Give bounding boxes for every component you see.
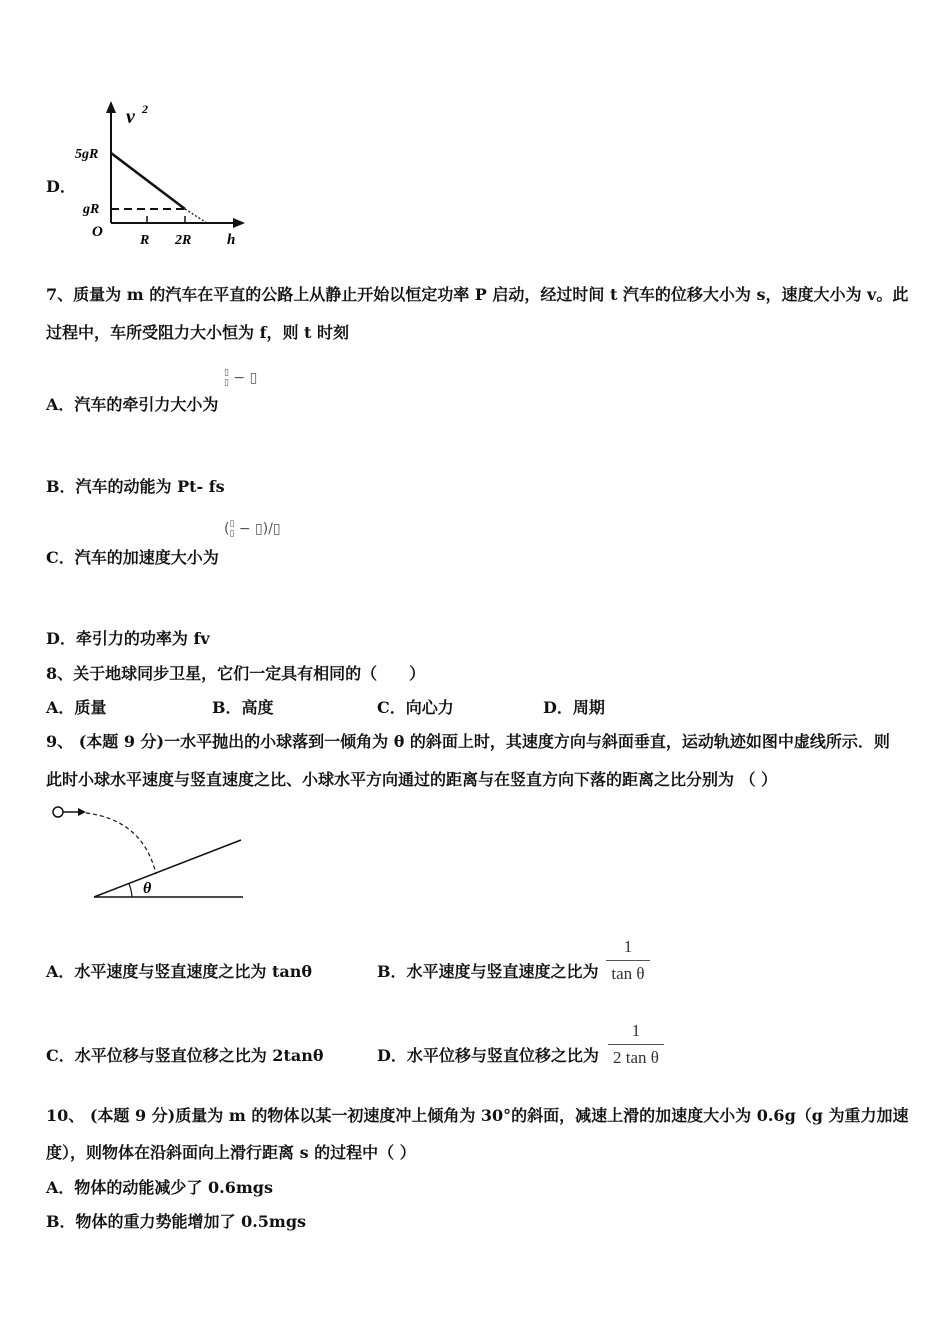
q7-option-a: A．汽车的牵引力大小为 xyxy=(46,395,219,414)
y-axis-sup: 2 xyxy=(142,102,148,116)
incline-surface xyxy=(94,840,241,897)
q8-option-d: D．周期 xyxy=(543,698,605,717)
tick-R: R xyxy=(140,233,150,248)
fraction-numerator: 1 xyxy=(623,937,633,956)
graph-dotted-line xyxy=(185,209,207,223)
q9-incline-figure xyxy=(48,800,258,905)
q6-v2-h-graph xyxy=(70,95,255,255)
q6-option-d-label: D． xyxy=(46,177,76,196)
q9-option-a: A．水平速度与竖直速度之比为 tanθ xyxy=(46,962,313,981)
tick-gR: gR xyxy=(83,202,100,217)
y-axis-arrow xyxy=(106,101,116,113)
q9-option-b: B．水平速度与竖直速度之比为 xyxy=(377,962,599,981)
y-axis-label: v xyxy=(126,106,135,128)
angle-arc xyxy=(129,884,132,897)
x-axis-arrow xyxy=(233,218,245,228)
q7-optC-formula-image: (▯ ▯ − ▯)/▯ xyxy=(224,519,281,539)
tick-5gR: 5gR xyxy=(75,147,99,162)
q9-option-d: D．水平位移与竖直位移之比为 xyxy=(377,1046,599,1065)
q8-option-a: A．质量 xyxy=(46,698,107,717)
q9-option-c: C．水平位移与竖直位移之比为 2tanθ xyxy=(46,1046,324,1065)
q8-option-c: C．向心力 xyxy=(377,698,454,717)
fraction-numerator: 1 xyxy=(631,1021,641,1040)
tick-2R: 2R xyxy=(175,233,192,248)
velocity-arrow-head xyxy=(78,808,86,816)
q10-stem-line2: 度），则物体在沿斜面向上滑行距离 s 的过程中（ ） xyxy=(46,1143,416,1162)
q10-option-b: B．物体的重力势能增加了 0.5mgs xyxy=(46,1212,307,1231)
q7-optA-formula-image: ▯ ▯ − ▯ xyxy=(224,368,258,388)
q9-stem-line1: 9、 (本题 9 分)一水平抛出的小球落到一倾角为 θ 的斜面上时，其速度方向与斜面垂直，运动轨迹如图中虚线所示．则 xyxy=(46,732,890,751)
q7-stem-line1: 7、质量为 m 的汽车在平直的公路上从静止开始以恒定功率 P 启动，经过时间 t 汽车的位移大小为 s，速度大小为 v。此 xyxy=(46,285,909,304)
trajectory-dashed xyxy=(86,813,156,874)
q7-option-b: B．汽车的动能为 Pt- fs xyxy=(46,477,225,496)
q9-optD-fraction xyxy=(608,1020,664,1069)
ball xyxy=(53,807,63,817)
q9-stem-line2: 此时小球水平速度与竖直速度之比、小球水平方向通过的距离与在竖直方向下落的距离之比分别为 （ ） xyxy=(46,770,778,789)
q7-stem-line2: 过程中，车所受阻力大小恒为 f，则 t 时刻 xyxy=(46,323,349,342)
fraction-denominator: tan θ xyxy=(611,964,645,983)
origin-label: O xyxy=(92,224,103,240)
q10-option-a: A．物体的动能减少了 0.6mgs xyxy=(46,1178,273,1197)
q9-optB-fraction xyxy=(606,936,650,985)
theta-label: θ xyxy=(143,880,152,897)
q8-option-b: B．高度 xyxy=(212,698,274,717)
graph-line xyxy=(111,153,185,209)
q7-option-c: C．汽车的加速度大小为 xyxy=(46,548,219,567)
x-axis-label: h xyxy=(227,232,236,248)
q8-stem: 8、关于地球同步卫星，它们一定具有相同的（ ） xyxy=(46,664,426,683)
fraction-denominator: 2 tan θ xyxy=(613,1048,659,1067)
q10-stem-line1: 10、 (本题 9 分)质量为 m 的物体以某一初速度冲上倾角为 30°的斜面，减速上滑的加速度大小为 0.6g（g 为重力加速 xyxy=(46,1106,909,1125)
q7-option-d: D．牵引力的功率为 fv xyxy=(46,629,210,648)
